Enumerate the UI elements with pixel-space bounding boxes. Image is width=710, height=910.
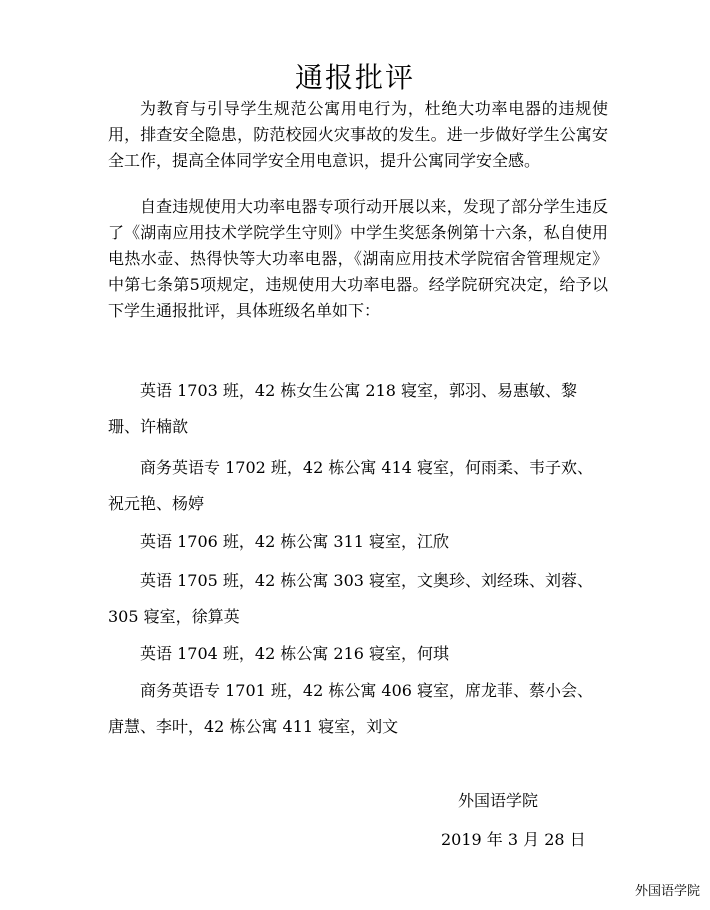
issue-date: 2019 年 3 月 28 日	[441, 830, 586, 849]
decision-paragraph: 自查违规使用大功率电器专项行动开展以来，发现了部分学生违反了《湖南应用技术学院学生守则》中学生奖惩条例第十六条，私自使用电热水壶、热得快等大功率电器，《湖南应用技术学院宿舍管理规定》中第七条第5项规定，违规使用大功率电器。经学院研究决定，给予以下学生通报批评，具体班级名单如下：	[108, 197, 608, 320]
signature: 外国语学院	[458, 791, 539, 810]
student-entry: 英语 1705 班，42 栋公寓 303 寝室，文奥珍、刘经珠、刘蓉、305 寝室，徐算英	[108, 571, 594, 626]
student-entry: 英语 1703 班，42 栋女生公寓 218 寝室，郭羽、易惠敏、黎珊、许楠歆	[108, 381, 578, 436]
student-entry: 英语 1706 班，42 栋公寓 311 寝室，江欣	[140, 532, 450, 551]
student-entry: 商务英语专 1702 班，42 栋公寓 414 寝室，何雨柔、韦子欢、祝元艳、杨婷	[108, 458, 594, 513]
student-entry: 英语 1704 班，42 栋公寓 216 寝室，何琪	[140, 644, 450, 663]
student-entry: 商务英语专 1701 班，42 栋公寓 406 寝室，席龙菲、蔡小会、唐慧、李叶，42 栋公寓 411 寝室，刘文	[108, 681, 594, 736]
footer-label: 外国语学院	[634, 884, 700, 899]
document-title: 通报批评	[294, 61, 415, 94]
intro-paragraph: 为教育与引导学生规范公寓用电行为，杜绝大功率电器的违规使用，排查安全隐患，防范校园火灾事故的发生。进一步做好学生公寓安全工作，提高全体同学安全用电意识，提升公寓同学安全感。	[108, 99, 608, 170]
